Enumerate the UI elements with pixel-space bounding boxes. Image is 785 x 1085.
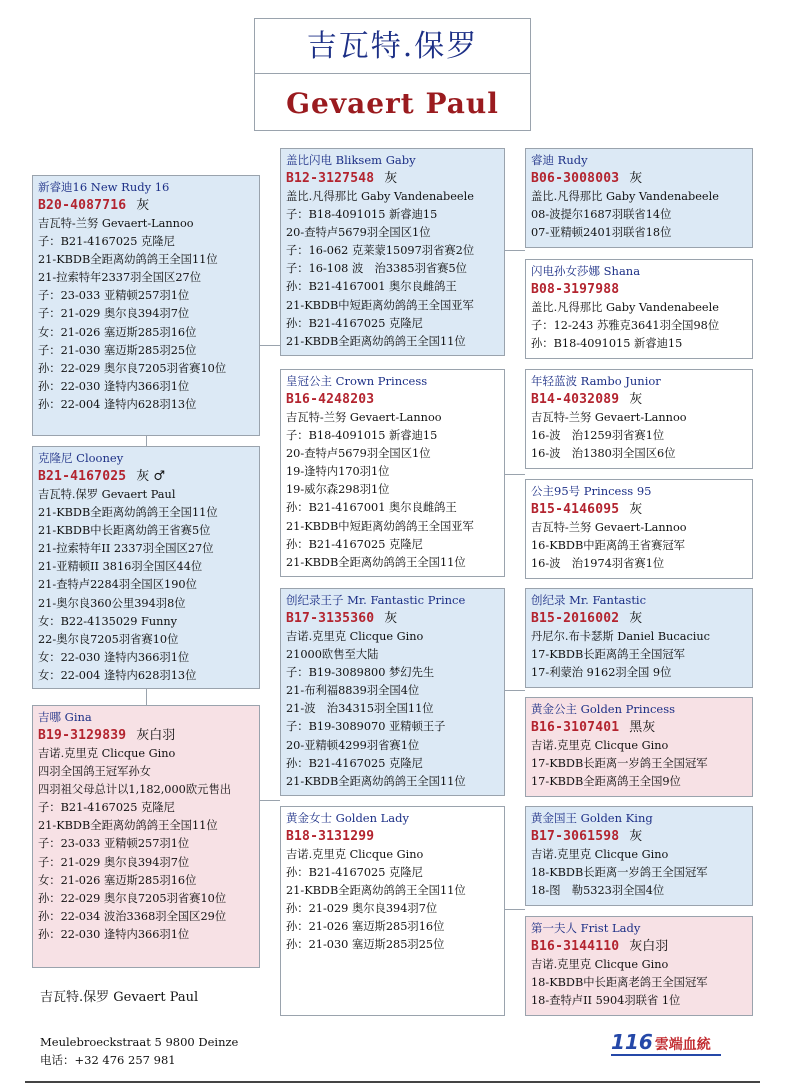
bird-detail-line: 孙：B21-4167025 克隆尼 xyxy=(286,866,423,880)
logo-underline xyxy=(611,1054,721,1056)
bird-detail-line: 21-查特卢2284羽全国区190位 xyxy=(38,578,197,592)
bird-detail-line: 21-KBDB全距离幼鸽鸽王全国11位 xyxy=(286,774,466,788)
bird-color: 灰 xyxy=(136,198,150,213)
bird-detail-line: 孙：B18-4091015 新睿迪15 xyxy=(531,337,683,351)
bird-detail-line: 孙：B21-4167025 克隆尼 xyxy=(286,537,423,551)
pedigree-box-sire-dam-sire xyxy=(525,369,753,469)
bird-detail-line: 21-KBDB全距离幼鸽鸽王全国11位 xyxy=(286,884,466,898)
bird-detail-line: 子：B18-4091015 新睿迪15 xyxy=(286,429,438,443)
bird-color: 灰 ♂ xyxy=(136,469,166,484)
bird-color: 灰 xyxy=(384,171,398,186)
footer-contact xyxy=(40,1033,238,1069)
connector-line xyxy=(505,474,525,475)
bird-detail-line: 16-波 治1259羽省赛1位 xyxy=(531,429,665,443)
bird-name: 创纪录王子 Mr. Fantastic Prince xyxy=(286,593,466,607)
bird-detail-line: 21-KBDB全距离幼鸽鸽王全国11位 xyxy=(38,506,218,520)
bird-detail-line: 21-亚精顿II 3816羽全国区44位 xyxy=(38,560,203,574)
bird-detail-line: 孙：21-026 塞迈斯285羽16位 xyxy=(286,920,445,934)
bird-detail-line: 盖比.凡得那比 Gaby Vandenabeele xyxy=(531,301,719,314)
bottom-divider xyxy=(25,1081,760,1083)
connector-line xyxy=(505,250,525,251)
bird-detail-line: 吉诺.克里克 Clicque Gino xyxy=(286,630,424,643)
bird-detail-line: 盖比.凡得那比 Gaby Vandenabeele xyxy=(286,190,474,203)
bird-name: 盖比闪电 Bliksem Gaby xyxy=(286,153,416,167)
bird-detail-line: 20-查特卢5679羽全国区1位 xyxy=(286,226,431,240)
connector-line xyxy=(505,690,525,691)
ring-number: B18-3131299 xyxy=(286,829,375,844)
pedigree-box-sire-sire xyxy=(280,148,505,356)
bird-detail-line: 吉瓦特-兰努 Gevaert-Lannoo xyxy=(531,521,687,534)
bird-color: 灰 xyxy=(629,611,643,626)
bird-color: 灰白羽 xyxy=(629,939,669,954)
ring-number: B15-4146095 xyxy=(531,502,620,517)
bird-detail-line: 孙：22-029 奥尔良7205羽省赛10位 xyxy=(38,891,227,905)
bird-detail-line: 孙：22-029 奥尔良7205羽省赛10位 xyxy=(38,361,227,375)
ring-number: B20-4087716 xyxy=(38,198,127,213)
ring-number: B12-3127548 xyxy=(286,171,375,186)
bird-detail-line: 子：16-062 克莱蒙15097羽省赛2位 xyxy=(286,244,475,258)
bird-color: 灰 xyxy=(629,502,643,517)
bird-detail-line: 16-KBDB中距离鸽王省赛冠军 xyxy=(531,539,685,553)
bird-color: 黑灰 xyxy=(629,720,656,735)
logo-text: 雲端血統 xyxy=(654,1037,711,1053)
bird-detail-line: 吉瓦特.保罗 Gevaert Paul xyxy=(38,488,176,501)
footer-phone: 电话：+32 476 257 981 xyxy=(40,1053,176,1067)
bird-detail-line: 吉瓦特-兰努 Gevaert-Lannoo xyxy=(286,411,442,424)
bird-detail-line: 子：12-243 苏雅克3641羽全国98位 xyxy=(531,319,720,333)
ring-number: B14-4032089 xyxy=(531,392,620,407)
bird-detail-line: 17-KBDB长距离鸽王全国冠军 xyxy=(531,648,685,662)
ring-number: B17-3061598 xyxy=(531,829,620,844)
bird-detail-line: 女：21-026 塞迈斯285羽16位 xyxy=(38,325,197,339)
bird-name: 新睿迪16 New Rudy 16 xyxy=(38,180,170,194)
bird-detail-line: 孙：22-030 逢特内366羽1位 xyxy=(38,927,190,941)
bird-detail-line: 18-KBDB中长距离老鸽王全国冠军 xyxy=(531,976,708,990)
bird-detail-line: 21-奥尔良360公里394羽8位 xyxy=(38,596,186,610)
bird-detail-line: 孙：22-030 逢特内366羽1位 xyxy=(38,379,190,393)
pedigree-box-sire-dam-dam xyxy=(525,479,753,579)
bird-detail-line: 吉诺.克里克 Clicque Gino xyxy=(531,739,669,752)
ring-number: B19-3129839 xyxy=(38,728,127,743)
bird-detail-line: 孙：21-029 奥尔良394羽7位 xyxy=(286,902,438,916)
ring-number: B16-3144110 xyxy=(531,939,620,954)
bird-detail-line: 17-利蒙治 9162羽全国 9位 xyxy=(531,666,672,680)
connector-line xyxy=(146,689,147,705)
bird-detail-line: 21-KBDB中长距离幼鸽王省赛5位 xyxy=(38,524,211,538)
bird-name: 皇冠公主 Crown Princess xyxy=(286,374,428,388)
bird-detail-line: 子：21-029 奥尔良394羽7位 xyxy=(38,307,190,321)
bird-detail-line: 07-亚精顿2401羽联省18位 xyxy=(531,226,672,240)
bird-detail-line: 21-KBDB全距离幼鸽鸽王全国11位 xyxy=(286,555,466,569)
bird-detail-line: 四羽祖父母总计以1,182,000欧元售出 xyxy=(38,783,232,797)
bird-detail-line: 孙：B21-4167025 克隆尼 xyxy=(286,316,423,330)
bird-detail-line: 女：B22-4135029 Funny xyxy=(38,614,178,628)
bird-color: 灰白羽 xyxy=(136,728,176,743)
bird-detail-line: 子：B19-3089070 亚精顿王子 xyxy=(286,720,446,734)
pedigree-box-sire-sire-sire xyxy=(525,148,753,248)
bird-detail-line: 18-查特卢II 5904羽联省 1位 xyxy=(531,994,681,1008)
bird-detail-line: 17-KBDB长距离一岁鸽王全国冠军 xyxy=(531,757,708,771)
bird-color: 灰 xyxy=(629,171,643,186)
bird-detail-line: 21000欧售至大陆 xyxy=(286,648,379,662)
pedigree-box-dam-sire-sire xyxy=(525,588,753,688)
pedigree-box-sire-dam xyxy=(280,369,505,577)
owner-title-chinese: 吉瓦特.保罗 xyxy=(254,18,531,74)
bird-detail-line: 21-布利福8839羽全国4位 xyxy=(286,684,420,698)
ring-number: B21-4167025 xyxy=(38,469,127,484)
bird-detail-line: 丹尼尔.布卡瑟斯 Daniel Bucaciuc xyxy=(531,630,711,643)
bird-detail-line: 08-波提尔1687羽联省14位 xyxy=(531,208,672,222)
bird-detail-line: 子：23-033 亚精顿257羽1位 xyxy=(38,837,190,851)
bird-detail-line: 18-KBDB长距离一岁鸽王全国冠军 xyxy=(531,866,708,880)
bird-detail-line: 16-波 治1380羽全国区6位 xyxy=(531,447,676,461)
ring-number: B16-3107401 xyxy=(531,720,620,735)
bird-name: 克隆尼 Clooney xyxy=(38,451,124,465)
pedigree-box-sire xyxy=(32,175,260,436)
owner-title-english: Gevaert Paul xyxy=(254,73,531,131)
bird-detail-line: 吉瓦特-兰努 Gevaert-Lannoo xyxy=(38,217,194,230)
pedigree-box-dam-dam xyxy=(280,806,505,1016)
bird-name: 黄金国王 Golden King xyxy=(531,811,653,825)
bird-detail-line: 吉瓦特-兰努 Gevaert-Lannoo xyxy=(531,411,687,424)
bird-detail-line: 孙：22-004 逢特内628羽13位 xyxy=(38,397,197,411)
pedigree-box-sire-sire-dam xyxy=(525,259,753,359)
bird-detail-line: 子：23-033 亚精顿257羽1位 xyxy=(38,289,190,303)
footer-address: Meulebroeckstraat 5 9800 Deinze xyxy=(40,1035,239,1049)
bird-detail-line: 21-拉索特年2337羽全国区27位 xyxy=(38,271,201,285)
bird-detail-line: 子：B21-4167025 克隆尼 xyxy=(38,235,175,249)
site-logo[interactable] xyxy=(611,1030,723,1056)
pedigree-box-main-bird xyxy=(32,446,260,689)
bird-detail-line: 18-图 勒5323羽全国4位 xyxy=(531,884,665,898)
bird-detail-line: 女：22-030 逢特内366羽1位 xyxy=(38,650,190,664)
ring-number: B15-2016002 xyxy=(531,611,620,626)
bird-detail-line: 孙：B21-4167001 奥尔良雌鸽王 xyxy=(286,501,457,515)
bird-detail-line: 四羽全国鸽王冠军孙女 xyxy=(38,765,151,779)
logo-number: 116 xyxy=(611,1030,653,1054)
connector-line xyxy=(146,436,147,446)
ring-number: B06-3008003 xyxy=(531,171,620,186)
bird-detail-line: 21-拉索特年II 2337羽全国区27位 xyxy=(38,542,214,556)
bird-color: 灰 xyxy=(629,392,643,407)
ring-number: B08-3197988 xyxy=(531,282,620,297)
footer-owner-name: 吉瓦特.保罗 Gevaert Paul xyxy=(40,990,199,1005)
bird-detail-line: 20-亚精顿4299羽省赛1位 xyxy=(286,738,420,752)
bird-color: 灰 xyxy=(384,611,398,626)
bird-name: 闪电孙女莎娜 Shana xyxy=(531,264,641,278)
bird-detail-line: 子：21-030 塞迈斯285羽25位 xyxy=(38,343,197,357)
bird-detail-line: 孙：B21-4167001 奥尔良雌鸽王 xyxy=(286,280,457,294)
connector-line xyxy=(505,909,525,910)
pedigree-box-dam xyxy=(32,705,260,968)
bird-detail-line: 19-逢特内170羽1位 xyxy=(286,465,390,479)
bird-detail-line: 盖比.凡得那比 Gaby Vandenabeele xyxy=(531,190,719,203)
bird-detail-line: 16-波 治1974羽省赛1位 xyxy=(531,557,665,571)
bird-detail-line: 21-KBDB全距离幼鸽鸽王全国11位 xyxy=(286,334,466,348)
bird-detail-line: 孙：B21-4167025 克隆尼 xyxy=(286,756,423,770)
bird-detail-line: 19-威尔森298羽1位 xyxy=(286,483,390,497)
pedigree-box-dam-sire-dam xyxy=(525,697,753,797)
bird-name: 睿迪 Rudy xyxy=(531,153,588,167)
bird-detail-line: 17-KBDB全距离鸽王全国9位 xyxy=(531,775,681,789)
pedigree-box-dam-dam-sire xyxy=(525,806,753,906)
bird-detail-line: 吉诺.克里克 Clicque Gino xyxy=(531,848,669,861)
bird-detail-line: 20-查特卢5679羽全国区1位 xyxy=(286,447,431,461)
bird-color: 灰 xyxy=(629,829,643,844)
bird-detail-line: 孙：22-034 波治3368羽全国区29位 xyxy=(38,909,227,923)
bird-detail-line: 22-奥尔良7205羽省赛10位 xyxy=(38,632,179,646)
bird-detail-line: 女：22-004 逢特内628羽13位 xyxy=(38,668,197,682)
bird-detail-line: 21-KBDB中短距离幼鸽鸽王全国亚军 xyxy=(286,298,474,312)
ring-number: B17-3135360 xyxy=(286,611,375,626)
bird-detail-line: 21-波 治34315羽全国11位 xyxy=(286,702,434,716)
bird-detail-line: 女：21-026 塞迈斯285羽16位 xyxy=(38,873,197,887)
bird-detail-line: 子：B18-4091015 新睿迪15 xyxy=(286,208,438,222)
bird-detail-line: 吉诺.克里克 Clicque Gino xyxy=(531,958,669,971)
bird-detail-line: 21-KBDB中短距离幼鸽鸽王全国亚军 xyxy=(286,519,474,533)
bird-detail-line: 子：B21-4167025 克隆尼 xyxy=(38,801,175,815)
bird-name: 年轻蓝波 Rambo Junior xyxy=(531,374,661,388)
bird-name: 创纪录 Mr. Fantastic xyxy=(531,593,647,607)
bird-name: 吉哪 Gina xyxy=(38,710,92,724)
pedigree-box-dam-sire xyxy=(280,588,505,796)
bird-detail-line: 21-KBDB全距离幼鸽鸽王全国11位 xyxy=(38,253,218,267)
bird-detail-line: 吉诺.克里克 Clicque Gino xyxy=(38,747,176,760)
bird-detail-line: 孙：21-030 塞迈斯285羽25位 xyxy=(286,938,445,952)
pedigree-box-dam-dam-dam xyxy=(525,916,753,1016)
bird-detail-line: 21-KBDB全距离幼鸽鸽王全国11位 xyxy=(38,819,218,833)
ring-number: B16-4248203 xyxy=(286,392,375,407)
bird-name: 黄金公主 Golden Princess xyxy=(531,702,676,716)
bird-detail-line: 子：21-029 奥尔良394羽7位 xyxy=(38,855,190,869)
bird-detail-line: 吉诺.克里克 Clicque Gino xyxy=(286,848,424,861)
bird-name: 黄金女士 Golden Lady xyxy=(286,811,410,825)
bird-name: 第一夫人 Frist Lady xyxy=(531,921,641,935)
bird-name: 公主95号 Princess 95 xyxy=(531,484,652,498)
bird-detail-line: 子：16-108 波 治3385羽省赛5位 xyxy=(286,262,467,276)
bird-detail-line: 子：B19-3089800 梦幻先生 xyxy=(286,666,435,680)
connector-line xyxy=(260,800,280,801)
connector-line xyxy=(260,345,280,346)
